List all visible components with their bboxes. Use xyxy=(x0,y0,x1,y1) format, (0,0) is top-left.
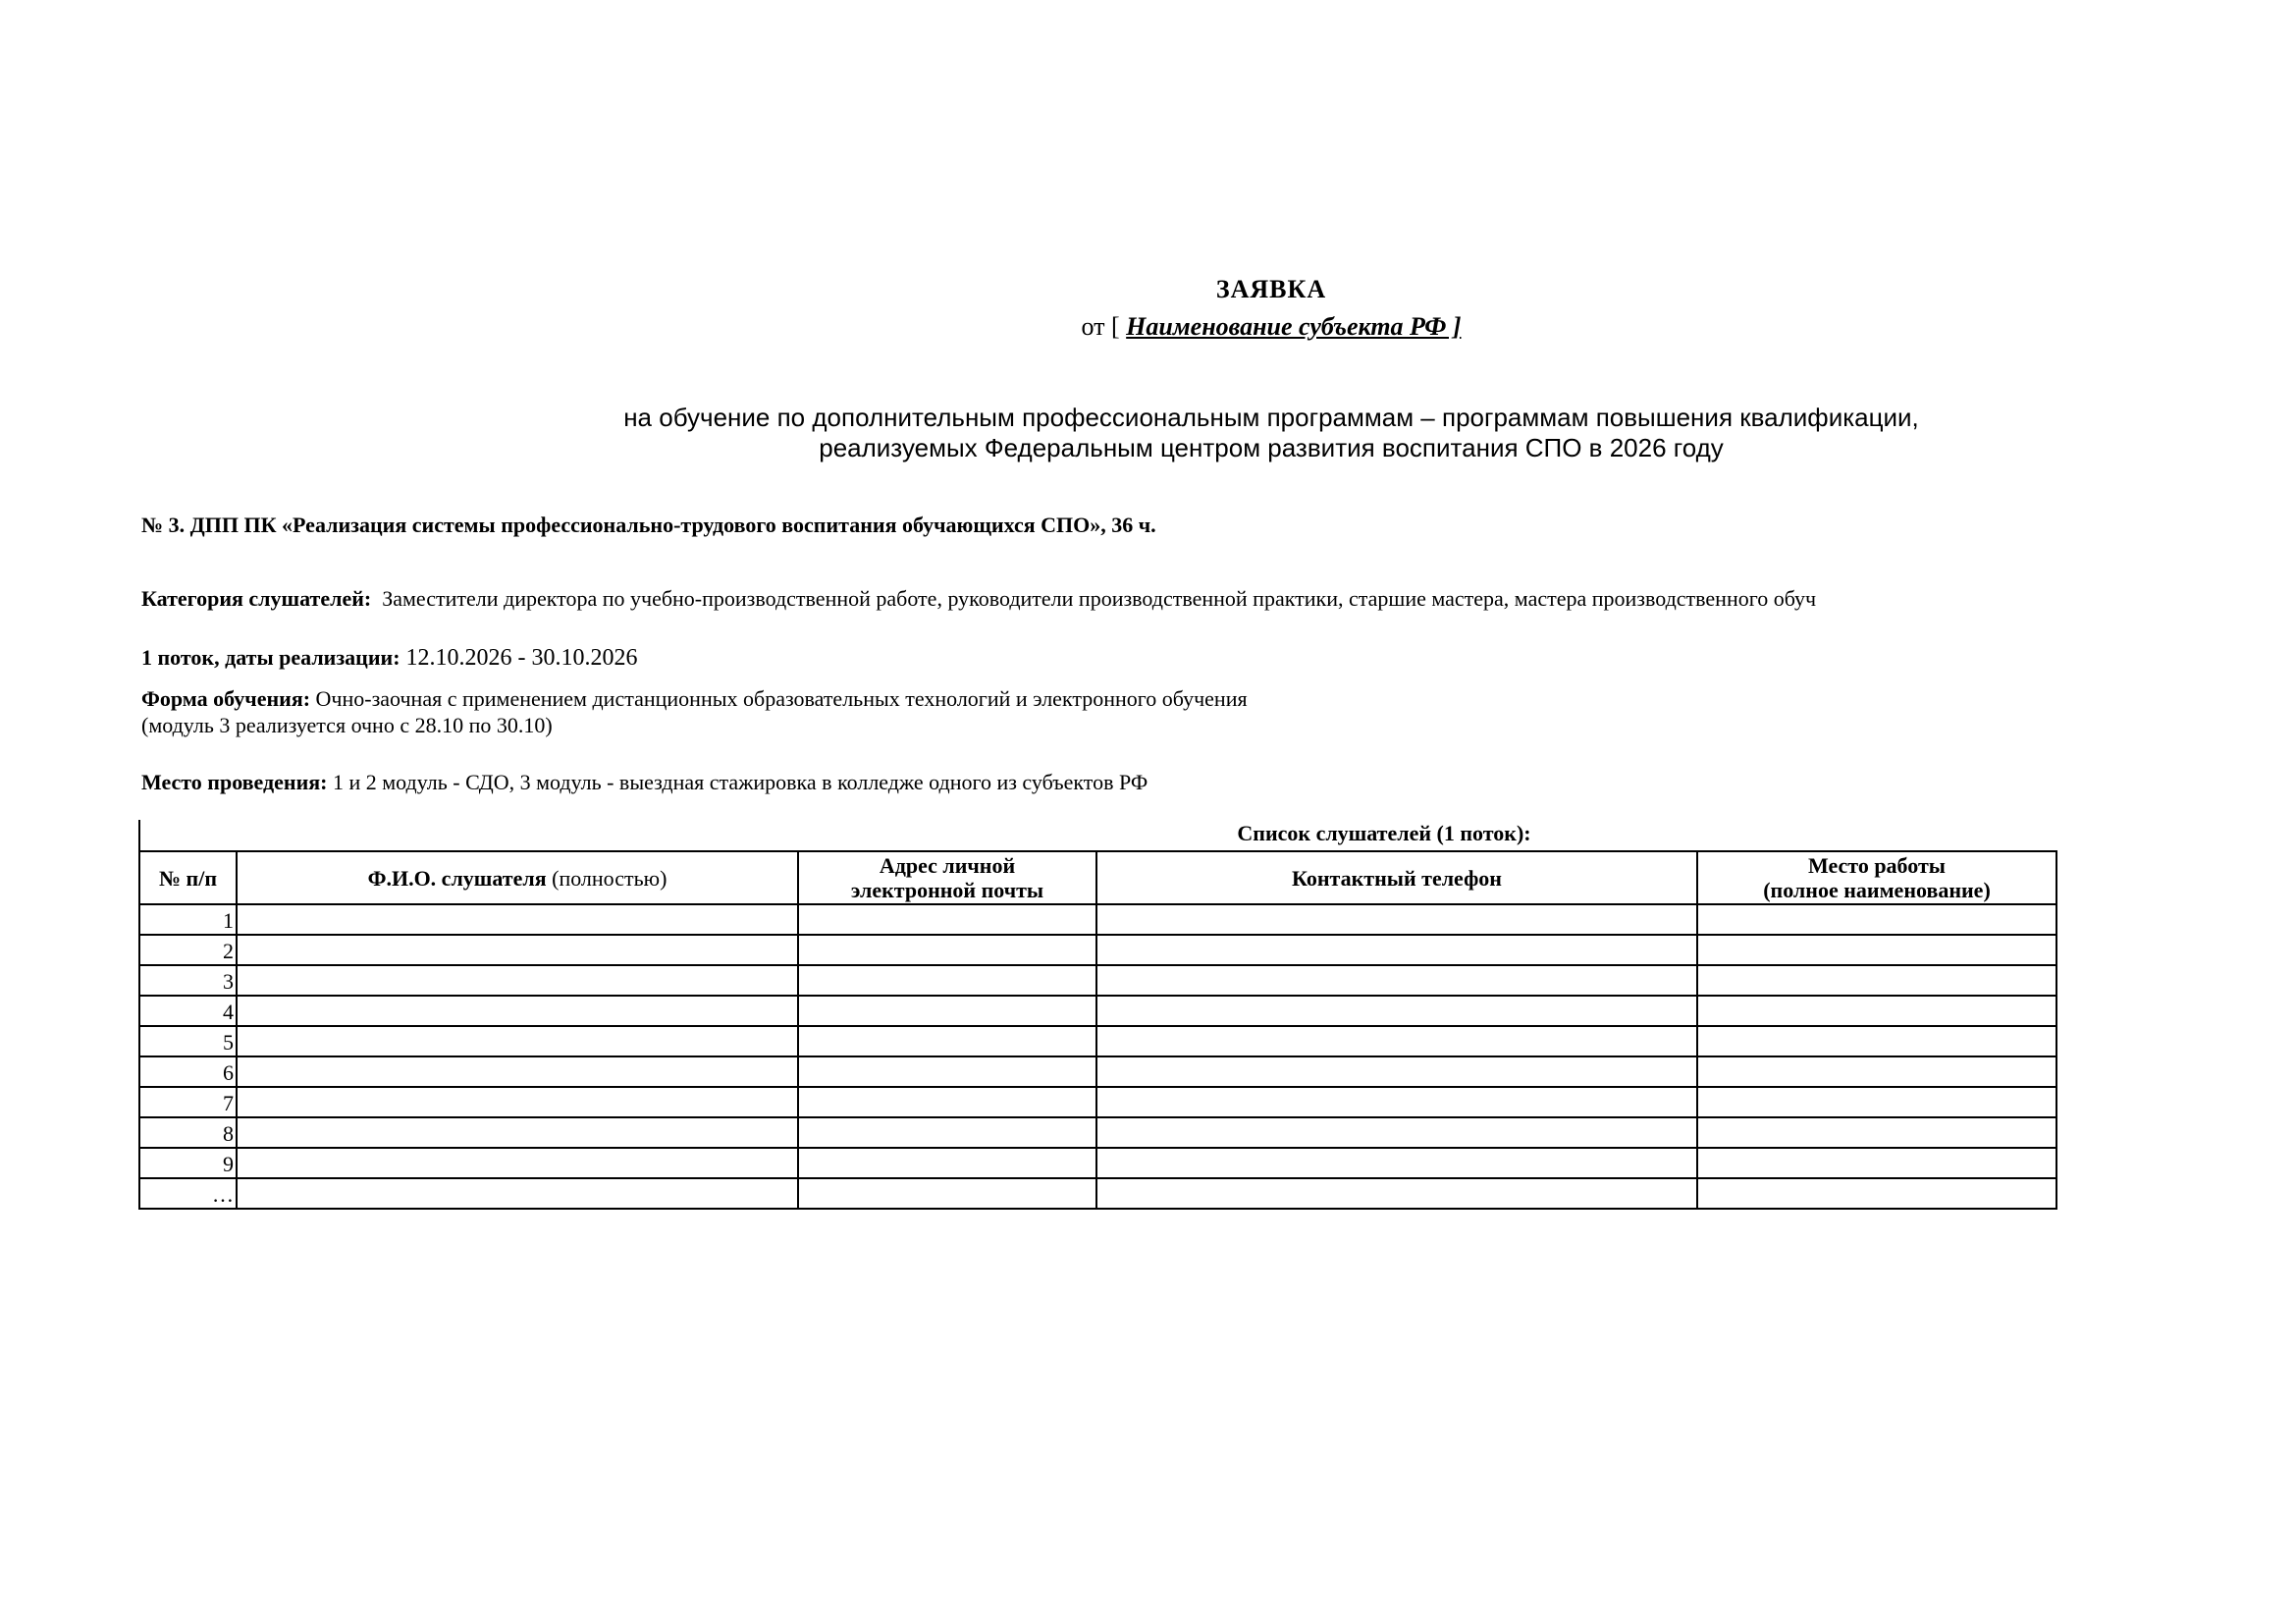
workplace-cell[interactable] xyxy=(1697,1026,2056,1056)
phone-cell[interactable] xyxy=(1096,904,1697,935)
row-number: 8 xyxy=(139,1117,237,1148)
flow-value: 12.10.2026 - 30.10.2026 xyxy=(405,645,638,671)
table-row xyxy=(139,1178,2056,1209)
name-cell[interactable] xyxy=(237,1087,798,1117)
email-cell[interactable] xyxy=(798,1056,1096,1087)
workplace-cell[interactable] xyxy=(1697,1056,2056,1087)
phone-cell[interactable] xyxy=(1096,1056,1697,1087)
row-number: 2 xyxy=(139,935,237,965)
flow-label: 1 поток, даты реализации: xyxy=(141,645,400,670)
purpose-line-1: на обучение по дополнительным профессиональным программам – программам повышения квалификации, xyxy=(623,403,1919,432)
subject-placeholder[interactable]: Наименование субъекта РФ ] xyxy=(1126,312,1462,341)
workplace-header-line-2: (полное наименование) xyxy=(1763,878,1991,902)
listener-category xyxy=(141,586,2056,612)
row-number: 9 xyxy=(139,1148,237,1178)
purpose-text xyxy=(0,403,2296,463)
row-number: 3 xyxy=(139,965,237,996)
listeners-list-title: Список слушателей (1 поток): xyxy=(1237,821,1531,845)
table-row xyxy=(139,1026,2056,1056)
col-header-num: № п/п xyxy=(139,851,237,904)
col-header-email xyxy=(798,851,1096,904)
row-number: 6 xyxy=(139,1056,237,1087)
form-note: (модуль 3 реализуется очно с 28.10 по 30.10) xyxy=(141,713,553,737)
form-label: Форма обучения: xyxy=(141,686,311,711)
email-cell[interactable] xyxy=(798,965,1096,996)
name-cell[interactable] xyxy=(237,996,798,1026)
workplace-cell[interactable] xyxy=(1697,1178,2056,1209)
email-cell[interactable] xyxy=(798,935,1096,965)
email-cell[interactable] xyxy=(798,1117,1096,1148)
workplace-cell[interactable] xyxy=(1697,996,2056,1026)
applicant-line xyxy=(0,312,2296,342)
email-cell[interactable] xyxy=(798,1087,1096,1117)
row-number: 7 xyxy=(139,1087,237,1117)
table-row xyxy=(139,1117,2056,1148)
email-cell[interactable] xyxy=(798,996,1096,1026)
category-value: Заместители директора по учебно-производственной работе, руководители производственной практики, старшие мастера, мастера производственного обуч xyxy=(382,586,1817,611)
name-cell[interactable] xyxy=(237,965,798,996)
name-cell[interactable] xyxy=(237,904,798,935)
workplace-cell[interactable] xyxy=(1697,935,2056,965)
category-label: Категория слушателей: xyxy=(141,586,372,611)
row-number: … xyxy=(139,1178,237,1209)
phone-cell[interactable] xyxy=(1096,1026,1697,1056)
workplace-cell[interactable] xyxy=(1697,904,2056,935)
name-header-note: (полностью) xyxy=(552,865,667,891)
phone-cell[interactable] xyxy=(1096,965,1697,996)
col-header-workplace xyxy=(1697,851,2056,904)
from-prefix: от [ xyxy=(1081,312,1127,341)
place-label: Место проведения: xyxy=(141,770,328,794)
table-row xyxy=(139,904,2056,935)
table-header-row xyxy=(139,851,2056,904)
phone-cell[interactable] xyxy=(1096,935,1697,965)
phone-cell[interactable] xyxy=(1096,1087,1697,1117)
place-value: 1 и 2 модуль - СДО, 3 модуль - выездная стажировка в колледже одного из субъектов РФ xyxy=(332,770,1148,794)
row-number: 4 xyxy=(139,996,237,1026)
phone-cell[interactable] xyxy=(1096,1117,1697,1148)
name-cell[interactable] xyxy=(237,1026,798,1056)
venue xyxy=(141,770,1148,795)
name-cell[interactable] xyxy=(237,1178,798,1209)
col-header-phone: Контактный телефон xyxy=(1096,851,1697,904)
row-number: 1 xyxy=(139,904,237,935)
workplace-cell[interactable] xyxy=(1697,965,2056,996)
phone-cell[interactable] xyxy=(1096,1148,1697,1178)
study-form xyxy=(141,685,1248,738)
email-cell[interactable] xyxy=(798,1026,1096,1056)
phone-cell[interactable] xyxy=(1096,1178,1697,1209)
form-value: Очно-заочная с применением дистанционных образовательных технологий и электронного обучения xyxy=(315,686,1248,711)
table-row xyxy=(139,935,2056,965)
workplace-cell[interactable] xyxy=(1697,1117,2056,1148)
col-header-name xyxy=(237,851,798,904)
name-cell[interactable] xyxy=(237,1148,798,1178)
email-header-line-1: Адрес личной xyxy=(879,853,1016,878)
email-header-line-2: электронной почты xyxy=(850,878,1044,902)
email-cell[interactable] xyxy=(798,904,1096,935)
name-cell[interactable] xyxy=(237,1056,798,1087)
table-row xyxy=(139,996,2056,1026)
flow-dates xyxy=(141,645,638,672)
table-row xyxy=(139,1148,2056,1178)
table-row xyxy=(139,1056,2056,1087)
name-cell[interactable] xyxy=(237,935,798,965)
name-cell[interactable] xyxy=(237,1117,798,1148)
email-cell[interactable] xyxy=(798,1148,1096,1178)
listeners-table xyxy=(138,850,2057,1210)
email-cell[interactable] xyxy=(798,1178,1096,1209)
row-number: 5 xyxy=(139,1026,237,1056)
table-row xyxy=(139,1087,2056,1117)
workplace-cell[interactable] xyxy=(1697,1087,2056,1117)
workplace-header-line-1: Место работы xyxy=(1808,853,1946,878)
program-title: № 3. ДПП ПК «Реализация системы профессионально-трудового воспитания обучающихся СПО», 36 ч. xyxy=(141,513,1156,537)
form-line xyxy=(141,685,1248,712)
table-row xyxy=(139,965,2056,996)
table-body xyxy=(139,904,2056,1209)
phone-cell[interactable] xyxy=(1096,996,1697,1026)
document-title: ЗАЯВКА xyxy=(1215,275,1327,303)
purpose-line-2: реализуемых Федеральным центром развития воспитания СПО в 2026 году xyxy=(819,433,1724,462)
workplace-cell[interactable] xyxy=(1697,1148,2056,1178)
name-header-bold: Ф.И.О. слушателя xyxy=(367,865,547,891)
